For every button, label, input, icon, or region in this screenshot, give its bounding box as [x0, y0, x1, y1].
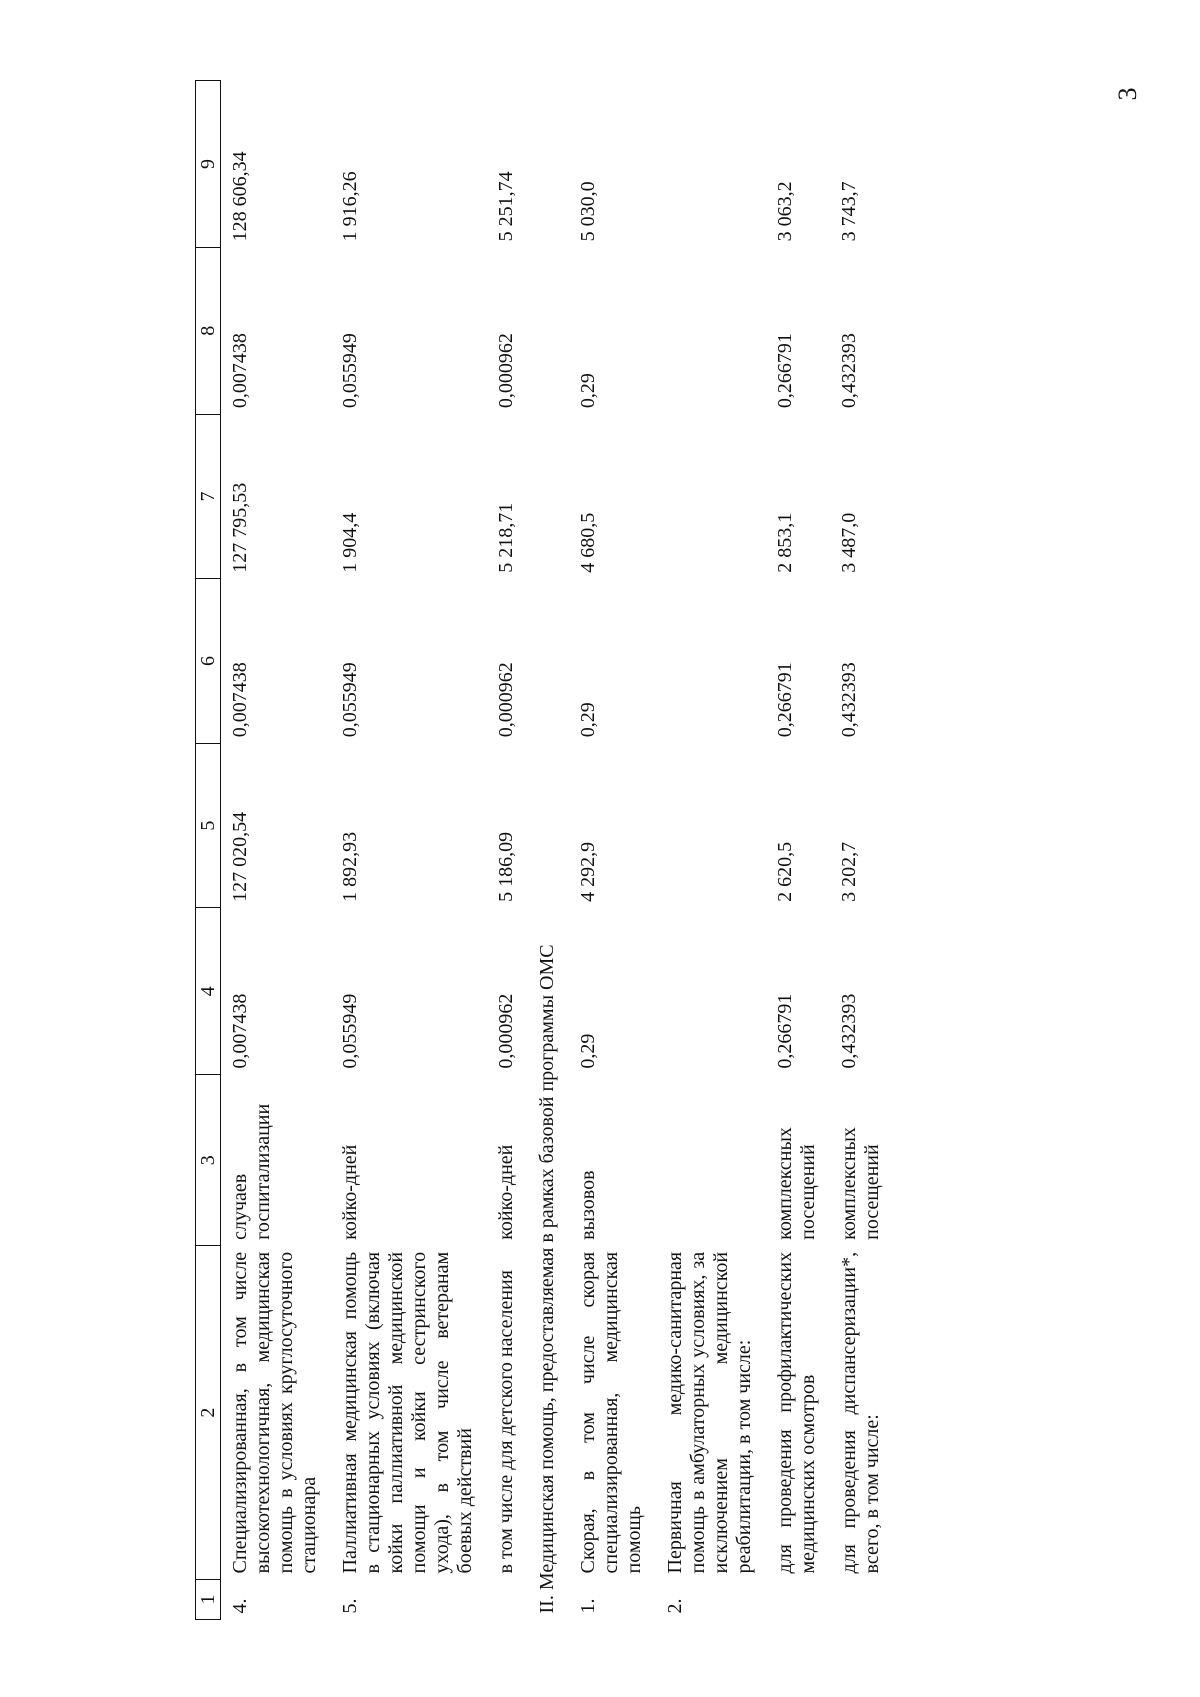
column-number: 6 [196, 579, 221, 744]
value-col9: 5 251,74 [495, 171, 517, 242]
value-col9: 3 063,2 [774, 181, 796, 242]
column-number: 5 [196, 743, 221, 908]
value-col9: 1 916,26 [339, 171, 361, 242]
care-type: Паллиативная медицинская помощь в стационарных условиях (включая койки паллиативной медицинской помощи и койки сестринского ухода), в том числе ветеранам боевых действий [339, 1251, 476, 1574]
unit: случаев госпитализации [229, 1103, 274, 1240]
value-col4: 0,000962 [495, 993, 517, 1069]
value-col4 [656, 908, 766, 1075]
value-col8: 0,432393 [838, 333, 860, 409]
unit: койко-дней [495, 1144, 517, 1240]
table-row [221, 81, 332, 1620]
value-col8: 0,266791 [774, 333, 796, 409]
value-col5: 1 892,93 [339, 831, 361, 902]
row-index: 2. [664, 1598, 686, 1614]
value-col9: 128 606,34 [229, 151, 251, 242]
value-col7: 127 795,53 [229, 482, 251, 573]
unit: койко-дней [339, 1144, 361, 1240]
care-type: для проведения диспансеризации*, всего, в том числе: [838, 1251, 883, 1574]
column-number-header-row [196, 81, 221, 1620]
value-col6: 0,055949 [339, 662, 361, 738]
row-index [830, 1579, 894, 1619]
section-heading-row [528, 81, 569, 1620]
row-index: 4. [229, 1598, 251, 1614]
value-col5: 2 620,5 [774, 841, 796, 902]
value-col6: 0,432393 [838, 662, 860, 738]
value-col4: 0,29 [577, 1033, 599, 1069]
value-col4: 0,007438 [229, 993, 251, 1069]
column-number: 3 [196, 1075, 221, 1246]
row-index: 5. [339, 1598, 361, 1614]
page-number: 3 [1113, 87, 1142, 101]
row-index: 1. [577, 1598, 599, 1614]
value-col8: 0,055949 [339, 333, 361, 409]
value-col8: 0,007438 [229, 333, 251, 409]
value-col9: 3 743,7 [838, 181, 860, 242]
table-row [487, 81, 528, 1620]
value-col6 [656, 579, 766, 744]
value-col5 [656, 743, 766, 908]
volume-cost-table [195, 80, 894, 1620]
column-number: 9 [196, 81, 221, 248]
table-row [766, 81, 830, 1620]
value-col5: 3 202,7 [838, 841, 860, 902]
care-type: в том числе для детского населения [495, 1270, 517, 1574]
row-index [766, 1579, 830, 1619]
value-col7: 2 853,1 [774, 512, 796, 573]
unit: комплексных посещений [838, 1127, 883, 1240]
value-col4: 0,055949 [339, 993, 361, 1069]
value-col8 [656, 247, 766, 414]
unit [656, 1075, 766, 1246]
rotated-table-container [195, 80, 1055, 1620]
value-col5: 4 292,9 [577, 841, 599, 902]
table-row [569, 81, 656, 1620]
value-col6: 0,007438 [229, 662, 251, 738]
value-col8: 0,000962 [495, 333, 517, 409]
value-col6: 0,29 [577, 702, 599, 738]
care-type: Специализированная, в том числе высокотехнологичная, медицинская помощь в условиях круглосуточного стационара [229, 1251, 320, 1574]
value-col4: 0,432393 [838, 993, 860, 1069]
value-col6: 0,266791 [774, 662, 796, 738]
value-col9 [656, 81, 766, 248]
value-col7: 3 487,0 [838, 512, 860, 573]
table-row [830, 81, 894, 1620]
unit: комплексных посещений [774, 1127, 819, 1240]
column-number: 8 [196, 247, 221, 414]
value-col7: 4 680,5 [577, 512, 599, 573]
value-col7 [656, 414, 766, 579]
care-type: для проведения профилактических медицинских осмотров [774, 1251, 819, 1574]
value-col5: 5 186,09 [495, 831, 517, 902]
row-index [487, 1579, 528, 1619]
table-row [656, 81, 766, 1620]
section-heading: II. Медицинская помощь, предоставляемая в рамках базовой программы ОМС [536, 944, 558, 1614]
column-number: 4 [196, 908, 221, 1075]
value-col9: 5 030,0 [577, 181, 599, 242]
value-col7: 1 904,4 [339, 512, 361, 573]
care-type: Первичная медико-санитарная помощь в амбулаторных условиях, за исключением медицинской реабилитации, в том числе: [664, 1251, 755, 1574]
column-number: 1 [196, 1579, 221, 1619]
value-col5: 127 020,54 [229, 811, 251, 902]
table-row [331, 81, 487, 1620]
column-number: 2 [196, 1246, 221, 1580]
care-type: Скорая, в том числе скорая специализированная, медицинская помощь [577, 1251, 645, 1574]
value-col4: 0,266791 [774, 993, 796, 1069]
unit: вызовов [577, 1170, 599, 1240]
value-col6: 0,000962 [495, 662, 517, 738]
value-col7: 5 218,71 [495, 502, 517, 573]
column-number: 7 [196, 414, 221, 579]
value-col8: 0,29 [577, 373, 599, 409]
